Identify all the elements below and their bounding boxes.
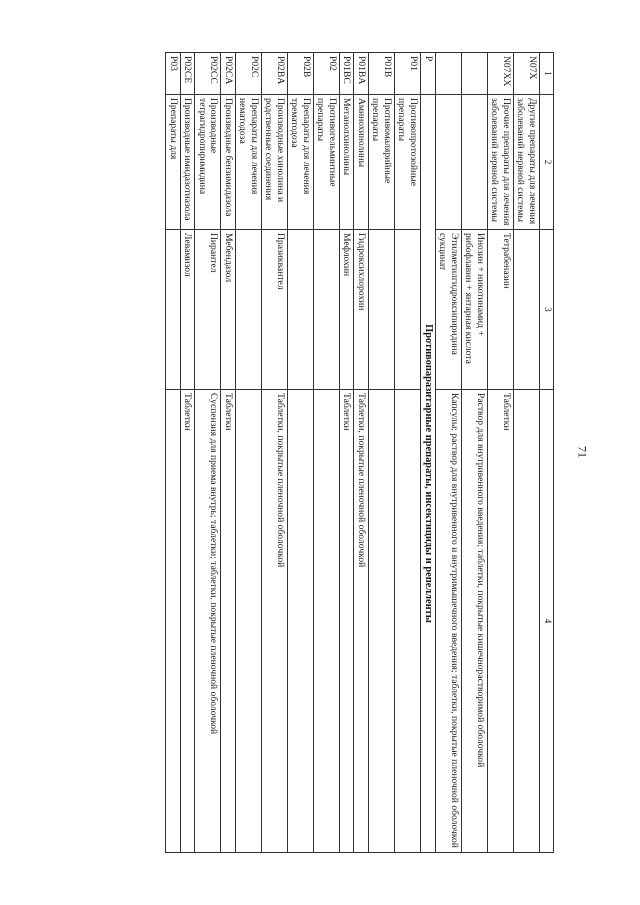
table-row (462, 53, 488, 853)
dosage-forms: Суспензия для приема внутрь; таблетки; таблетки, покрытые пленочной оболочкой (195, 390, 221, 853)
drug-table (165, 52, 554, 853)
table-row (235, 53, 261, 853)
drug-name: Левамизол (180, 230, 195, 390)
page-number: 71 (575, 446, 590, 458)
atc-code: P02CE (180, 53, 195, 95)
drug-name (394, 230, 420, 390)
column-number: 3 (540, 230, 554, 390)
group-name: Производные бензимидазола (221, 95, 236, 230)
dosage-forms (313, 390, 339, 853)
atc-code (436, 53, 462, 95)
atc-code: P02C (235, 53, 261, 95)
dosage-forms: Капсулы; раствор для внутривенного и внутримышечного введения; таблетки, покрытые пленочной оболочкой (436, 390, 462, 853)
dosage-forms: Таблетки (488, 390, 514, 853)
group-name: Противогельминтные препараты (313, 95, 339, 230)
atc-code: P01BA (354, 53, 369, 95)
group-name: Производные тетрагидропиримидина (195, 95, 221, 230)
section-row (420, 53, 435, 853)
atc-code (462, 53, 488, 95)
group-name: Препараты для (166, 95, 181, 230)
drug-name: Празиквантел (261, 230, 287, 390)
group-name: Производные имидазотиазола (180, 95, 195, 230)
table-row (221, 53, 236, 853)
column-number: 2 (540, 95, 554, 230)
table-row (514, 53, 540, 853)
atc-code: P02CC (195, 53, 221, 95)
section-code: P (420, 53, 435, 95)
table-row (368, 53, 394, 853)
section-title: Противопаразитарные препараты, инсектициды и репелленты (420, 95, 435, 853)
table-row (394, 53, 420, 853)
dosage-forms (394, 390, 420, 853)
drug-name: Мебендазол (221, 230, 236, 390)
table-row (261, 53, 287, 853)
drug-name: Пирантел (195, 230, 221, 390)
table-row (313, 53, 339, 853)
drug-name (514, 230, 540, 390)
drug-name (368, 230, 394, 390)
table-row (488, 53, 514, 853)
dosage-forms (166, 390, 181, 853)
column-number: 4 (540, 390, 554, 853)
dosage-forms: Таблетки (221, 390, 236, 853)
atc-code: P02B (287, 53, 313, 95)
group-name: Метанолхинолины (339, 95, 354, 230)
drug-name: Мефлохин (339, 230, 354, 390)
group-name: Другие препараты для лечения заболеваний нервной системы (514, 95, 540, 230)
atc-code: P01 (394, 53, 420, 95)
atc-code: P03 (166, 53, 181, 95)
group-name: Прочие препараты для лечения заболеваний нервной системы (488, 95, 514, 230)
drug-name: Гидроксихлорохин (354, 230, 369, 390)
table-row (166, 53, 181, 853)
drug-name (287, 230, 313, 390)
table-row (354, 53, 369, 853)
dosage-forms: Таблетки, покрытые пленочной оболочкой (354, 390, 369, 853)
drug-name: Этилметилгидроксипиридина сукцинат (436, 230, 462, 390)
atc-code: P02BA (261, 53, 287, 95)
dosage-forms: Раствор для внутривенного введения; таблетки, покрытые кишечнорастворимой оболочкой (462, 390, 488, 853)
table-row (436, 53, 462, 853)
atc-code: N07X (514, 53, 540, 95)
dosage-forms (235, 390, 261, 853)
dosage-forms (368, 390, 394, 853)
dosage-forms (514, 390, 540, 853)
dosage-forms: Таблетки, покрытые пленочной оболочкой (261, 390, 287, 853)
column-number-row (540, 53, 554, 853)
drug-name: Инозин + никотинамид + рибофлавин + янтарная кислота (462, 230, 488, 390)
drug-name (235, 230, 261, 390)
atc-code: P01BC (339, 53, 354, 95)
dosage-forms: Таблетки (339, 390, 354, 853)
atc-code: P02 (313, 53, 339, 95)
drug-name (166, 230, 181, 390)
atc-code: P02CA (221, 53, 236, 95)
table-row (287, 53, 313, 853)
column-number: 1 (540, 53, 554, 95)
dosage-forms: Таблетки (180, 390, 195, 853)
group-name: Противопротозойные препараты (394, 95, 420, 230)
group-name (462, 95, 488, 230)
table-row (180, 53, 195, 853)
group-name: Препараты для лечения трематодоза (287, 95, 313, 230)
drug-name (313, 230, 339, 390)
group-name: Производные хинолина и родственные соединения (261, 95, 287, 230)
group-name (436, 95, 462, 230)
group-name: Аминохинолины (354, 95, 369, 230)
group-name: Противомалярийные препараты (368, 95, 394, 230)
dosage-forms (287, 390, 313, 853)
drug-name: Тетрабеназин (488, 230, 514, 390)
group-name: Препараты для лечения нематодоза (235, 95, 261, 230)
table-row (195, 53, 221, 853)
atc-code: P01B (368, 53, 394, 95)
rotated-table-wrapper (84, 52, 554, 852)
table-row (339, 53, 354, 853)
atc-code: N07XX (488, 53, 514, 95)
